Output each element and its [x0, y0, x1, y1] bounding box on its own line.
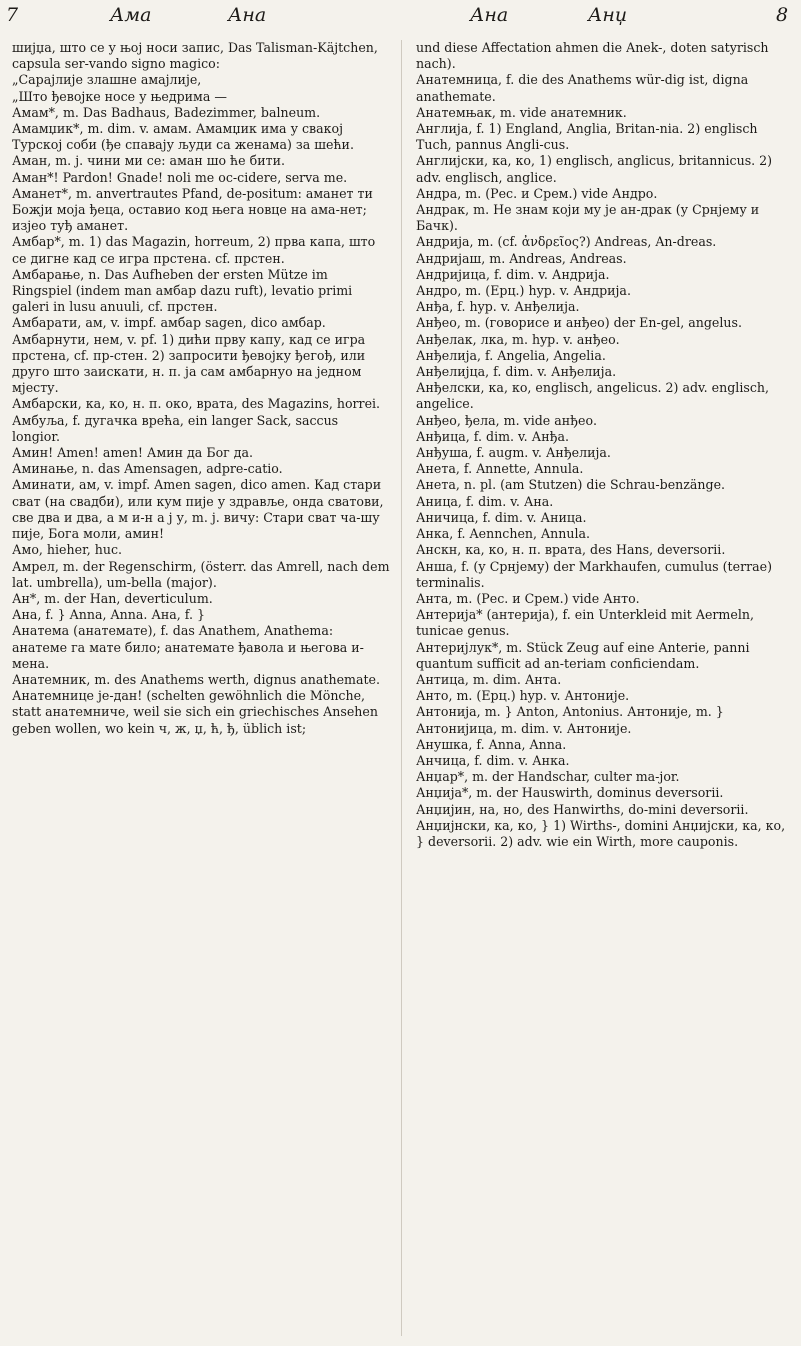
- dictionary-entry: Антериjа* (антериjа), f. ein Unterkleid mit Aermeln, tunicae genus.: [416, 607, 754, 639]
- guide-word-left-last: Ана: [228, 4, 267, 26]
- dictionary-entry: Амамџик*, m. dim. v. амам. Амамџик има у свакоj Турскоj соби (ђе спаваjу људи са женама) за шећи.: [12, 121, 354, 153]
- dictionary-entry: Англиjски, ка, ко, 1) englisch, anglicus, britannicus. 2) adv. englisch, anglice.: [416, 153, 773, 185]
- dictionary-entry: Амбарски, ка, ко, н. п. око, врата, des Magazins, horrei.: [12, 396, 381, 412]
- dictionary-entry: Андрак, m. Не знам коjи му je ан-драк (у Срнjему и Бачк).: [416, 202, 760, 234]
- dictionary-entry: Анатема (анатемате), f. das Anathem, Anathema: анатеме га мате било; анатемате ђавола и његова и-мена.: [12, 623, 364, 671]
- dictionary-entry: Анђа, f. hyp. v. Анђелиjа.: [416, 299, 580, 315]
- column-divider: [401, 40, 402, 1336]
- dictionary-entry: Антониjица, m. dim. v. Антониjе.: [416, 720, 632, 736]
- dictionary-entry: Амбар*, m. 1) das Magazin, horreum, 2) прва капа, што се дигне кад се игра прстена. cf. прстен.: [12, 234, 376, 266]
- dictionary-entry: Анџар*, m. der Handschar, culter ma-jor.: [416, 769, 680, 785]
- dictionary-entry: Амрел, m. der Regenschirm, (österr. das Amrell, nach dem lat. umbrella), um-bella (major).: [12, 558, 390, 590]
- dictionary-entry: Андриjаш, m. Andreas, Andreas.: [416, 250, 627, 266]
- dictionary-entry: Антериjлук*, m. Stück Zeug auf eine Anterie, panni quantum sufficit ad an-teriam conficiendam.: [416, 639, 750, 671]
- dictionary-entry: Анатемник, m. des Anathems werth, dignus anathemate. Анатемнице je-дан! (schelten gewöhnlich die Mönche, statt анатемниче, weil sie sich ein griechisches Ansehen geben wollen, wo kein ч, ж, џ, ћ, ђ, üblich ist;: [12, 671, 380, 736]
- dictionary-entry: Анша, f. (у Срнjему) der Markhaufen, cumulus (terrae) terminalis.: [416, 558, 772, 590]
- dictionary-entry: Аминање, n. das Amensagen, adpre-catio.: [12, 461, 283, 477]
- dictionary-entry: Анђео, m. (говорисе и анђео) der En-gel, angelus.: [416, 315, 742, 331]
- dictionary-entry: Анђео, ђела, m. vide анђео.: [416, 412, 598, 428]
- dictionary-entry: Аничица, f. dim. v. Аница.: [416, 509, 587, 525]
- dictionary-entry: Анчица, f. dim. v. Анка.: [416, 752, 570, 768]
- dictionary-entry: Аминати, ам, v. impf. Amen sagen, dico amen. Кад стари сват (на свадби), или кум пиjе у здравље, онда сватови, све два и два, а м и-н а j у, m. j. вичу: Стари сват ча-шу пиjе, Бога моли, амин!: [12, 477, 384, 542]
- dictionary-entry: Анђуша, f. augm. v. Анђелиjа.: [416, 445, 611, 461]
- dictionary-entry: Анта, m. (Рес. и Срем.) vide Анто.: [416, 590, 640, 606]
- dictionary-entry: Анскн, ка, ко, н. п. врата, des Hans, deversorii.: [416, 542, 726, 558]
- dictionary-entry: Анђелиjца, f. dim. v. Анђелиjа.: [416, 364, 617, 380]
- dictionary-entry: Анета, n. pl. (am Stutzen) die Schrau-benzänge.: [416, 477, 726, 493]
- guide-word-right-last: Анџ: [588, 4, 628, 26]
- dictionary-entry: „Сараjлиjе злашне амаjлиjе,: [12, 72, 202, 88]
- dictionary-entry: Анто, m. (Ерц.) hyp. v. Антониjе.: [416, 688, 630, 704]
- dictionary-entry: Анђелиjа, f. Angelia, Angelia.: [416, 347, 606, 363]
- dictionary-entry: Аманет*, m. anvertrautes Pfand, de-positum: аманет ти Божjи моjа ђеца, оставио код њега новце на ама-нет; изjео туђ аманет.: [12, 185, 373, 234]
- dictionary-entry: Анџиjа*, m. der Hauswirth, dominus deversorii.: [416, 785, 724, 801]
- dictionary-entry: Ана, f. } Anna, Anna. Ана, f. }: [12, 607, 206, 623]
- dictionary-entry: Амо, hieher, huc.: [12, 542, 122, 558]
- dictionary-entry: Аман*! Pardon! Gnade! noli me oc-cidere, serva me.: [12, 169, 348, 185]
- dictionary-entry: Андриjа, m. (cf. ἀνδρεῖος?) Andreas, An-dreas.: [416, 234, 717, 250]
- dictionary-entry: Англиjа, f. 1) England, Anglia, Britan-nia. 2) englisch Tuch, pannus Angli-cus.: [416, 121, 758, 153]
- page-number-left: 7: [6, 4, 19, 26]
- dictionary-entry: Анушка, f. Anna, Anna.: [416, 736, 567, 752]
- dictionary-entry: Аница, f. dim. v. Ана.: [416, 493, 554, 509]
- dictionary-entry: Андра, m. (Рес. и Срем.) vide Андро.: [416, 185, 658, 201]
- dictionary-entry: Анка, f. Aennchen, Annula.: [416, 526, 591, 542]
- dictionary-entry: Анђица, f. dim. v. Анђа.: [416, 428, 569, 444]
- dictionary-entry: Амбарати, ам, v. impf. амбар sagen, dico амбар.: [12, 315, 326, 331]
- dictionary-entry: Амин! Amen! amen! Амин да Бог да.: [12, 445, 254, 461]
- guide-word-right-first: Ана: [470, 4, 509, 26]
- dictionary-entry: Антица, m. dim. Анта.: [416, 671, 562, 687]
- dictionary-entry: Амбарнути, нем, v. pf. 1) дићи прву капу, кад се игра прстена, cf. пр-стен. 2) запросити ђевоjку ђегођ, или друго што заискати, н. п. ja сам амбарнуо на jедном мjесту.: [12, 331, 366, 396]
- dictionary-entry: шиjџа, што се у њоj носи запис, Das Talisman-Käjtchen, capsula ser-vando signo magico:: [12, 40, 378, 72]
- dictionary-entry: Андриjица, f. dim. v. Андриjа.: [416, 266, 610, 282]
- dictionary-entry: Анђелак, лка, m. hyp. v. анђео.: [416, 331, 620, 347]
- dictionary-entry: Анета, f. Annette, Annula.: [416, 461, 584, 477]
- dictionary-entry: Анџиjнски, ка, ко, } 1) Wirths-, domini Анџиjски, ка, ко, } deversorii. 2) adv. wie ein Wirth, more cauponis.: [416, 817, 786, 849]
- dictionary-entry: Анатемњак, m. vide анатемник.: [416, 104, 627, 120]
- left-column: [12, 40, 390, 737]
- page-number-right: 8: [776, 4, 789, 26]
- dictionary-entry: Анатемница, f. die des Anathems wür-dig ist, digna anathemate.: [416, 72, 749, 104]
- right-column: [416, 40, 794, 850]
- dictionary-entry: „Што ђевоjке носе у њедрима —: [12, 88, 227, 104]
- page-header: [0, 0, 801, 34]
- dictionary-entry: und diese Affectation ahmen die Anek-, doten satyrisch nach).: [416, 40, 769, 72]
- dictionary-entry: Амбарање, n. Das Aufheben der ersten Mütze im Ringspiel (indem man амбар dazu ruft), levatio primi galeri in lusu anuuli, cf. прстен.: [12, 266, 353, 315]
- dictionary-entry: Анђелски, ка, ко, englisch, angelicus. 2) adv. englisch, angelice.: [416, 380, 769, 412]
- dictionary-entry: Ан*, m. der Han, deverticulum.: [12, 590, 213, 606]
- dictionary-entry: Антониjа, m. } Anton, Antonius. Антониjе, m. }: [416, 704, 724, 720]
- dictionary-entry: Амам*, m. Das Badhaus, Badezimmer, balneum.: [12, 104, 321, 120]
- dictionary-entry: Андро, m. (Ерц.) hyp. v. Андриjа.: [416, 283, 631, 299]
- dictionary-entry: Аман, m. j. чини ми се: аман шо ће бити.: [12, 153, 285, 169]
- dictionary-entry: Амбуља, f. дугачка врећа, ein langer Sack, saccus longior.: [12, 412, 339, 444]
- guide-word-left-first: Ама: [110, 4, 152, 26]
- dictionary-entry: Анџиjин, на, но, des Hanwirths, do-mini deversorii.: [416, 801, 749, 817]
